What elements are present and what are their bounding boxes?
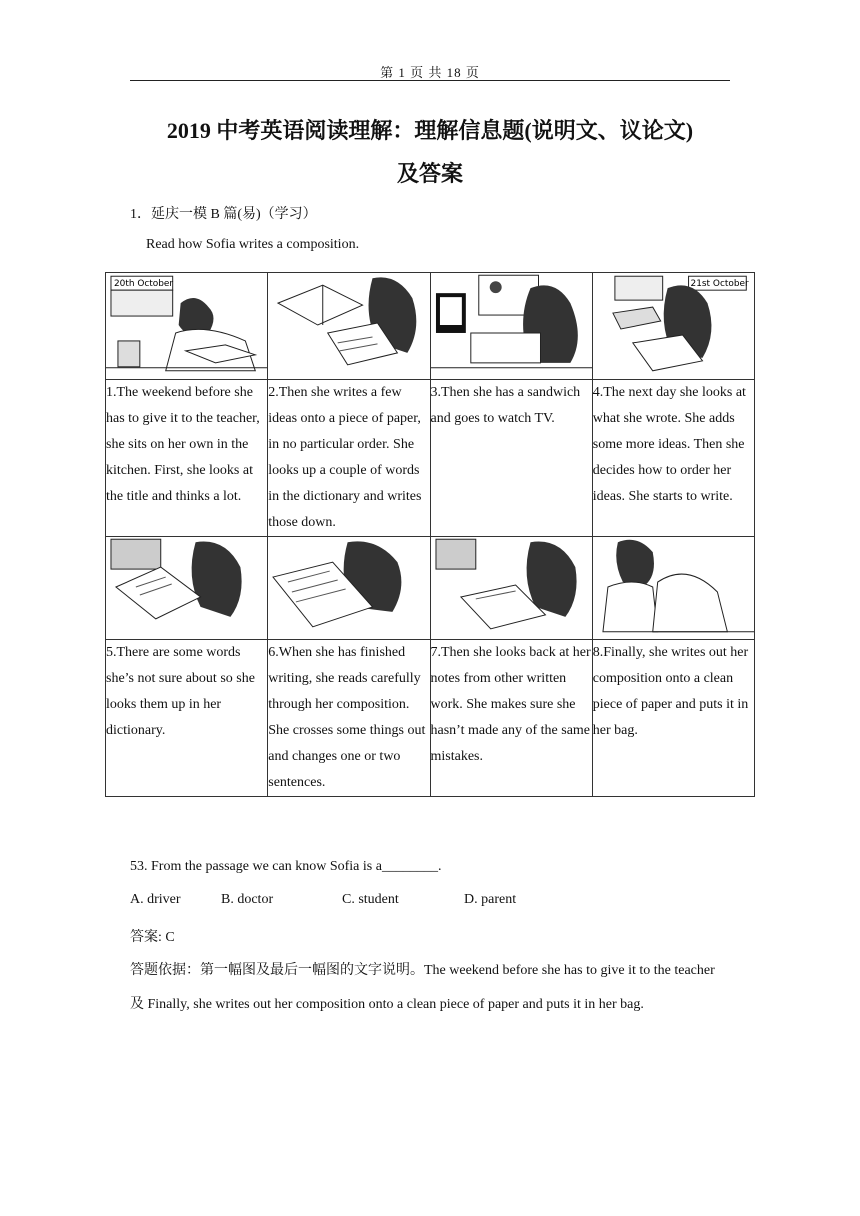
option-c: C. student (342, 892, 399, 907)
intro-text: Read how Sofia writes a composition. (146, 237, 360, 252)
caption-3: 3.Then she has a sandwich and goes to watch TV. (430, 380, 592, 537)
picture-row-2 (106, 537, 755, 640)
panel-5-picture (106, 537, 268, 640)
calendar-date-1: 20th October (113, 279, 174, 290)
page-header: 第 1 页 共 18 页 (380, 65, 480, 80)
caption-6: 6.When she has finished writing, she reads carefully through her composition. She crosses some things out and changes one or two sentences. (268, 640, 430, 797)
panel-8-picture (592, 537, 754, 640)
panel-4-illustration (593, 273, 754, 379)
answer-text: 答案: C (130, 930, 175, 945)
option-d: D. parent (464, 892, 517, 907)
answer-basis: 答题依据：第一幅图及最后一幅图的文字说明。The weekend before she has to give it to the teacher 及 Finally, she writes out her composition onto a clean piece of paper and puts it in her bag. (130, 963, 715, 1012)
panel-1-picture (106, 273, 268, 380)
panel-3-illustration (431, 273, 592, 379)
panel-7-picture (430, 537, 592, 640)
panel-6-illustration (268, 537, 429, 639)
calendar-date-2: 21st October (690, 279, 749, 290)
panel-1-illustration (106, 273, 267, 379)
page-title: 2019 中考英语阅读理解：理解信息题(说明文、议论文) (166, 118, 694, 143)
panel-4-picture (592, 273, 754, 380)
question-53: 53. From the passage we can know Sofia is a________. (130, 859, 442, 874)
option-a: A. driver (130, 892, 181, 907)
option-b: B. doctor (221, 892, 274, 907)
caption-row-2 (106, 640, 755, 797)
question-heading: 1．延庆一模 B 篇(易)（学习） (130, 207, 317, 222)
picture-row-1 (106, 273, 755, 380)
panel-7-illustration (431, 537, 592, 639)
header-rule (130, 80, 730, 81)
panel-5-illustration (106, 537, 267, 639)
caption-1: 1.The weekend before she has to give it to the teacher, she sits on her own in the kitchen. First, she looks at the title and thinks a lot. (106, 380, 268, 537)
caption-7: 7.Then she looks back at her notes from other written work. She makes sure she hasn’t made any of the same mistakes. (430, 640, 592, 797)
panel-6-picture (268, 537, 430, 640)
panel-2-illustration (268, 273, 429, 379)
panel-2-picture (268, 273, 430, 380)
page-title-line2: 及答案 (396, 161, 463, 186)
panel-8-illustration (593, 537, 754, 639)
caption-2: 2.Then she writes a few ideas onto a piece of paper, in no particular order. She looks up a couple of words in the dictionary and writes those down. (268, 380, 430, 537)
caption-4: 4.The next day she looks at what she wrote. She adds some more ideas. Then she decides how to order her ideas. She starts to write. (592, 380, 754, 537)
caption-row-1 (106, 380, 755, 537)
comic-table (105, 272, 755, 797)
caption-5: 5.There are some words she’s not sure about so she looks them up in her dictionary. (106, 640, 268, 797)
panel-3-picture (430, 273, 592, 380)
caption-8: 8.Finally, she writes out her composition onto a clean piece of paper and puts it in her bag. (592, 640, 754, 797)
